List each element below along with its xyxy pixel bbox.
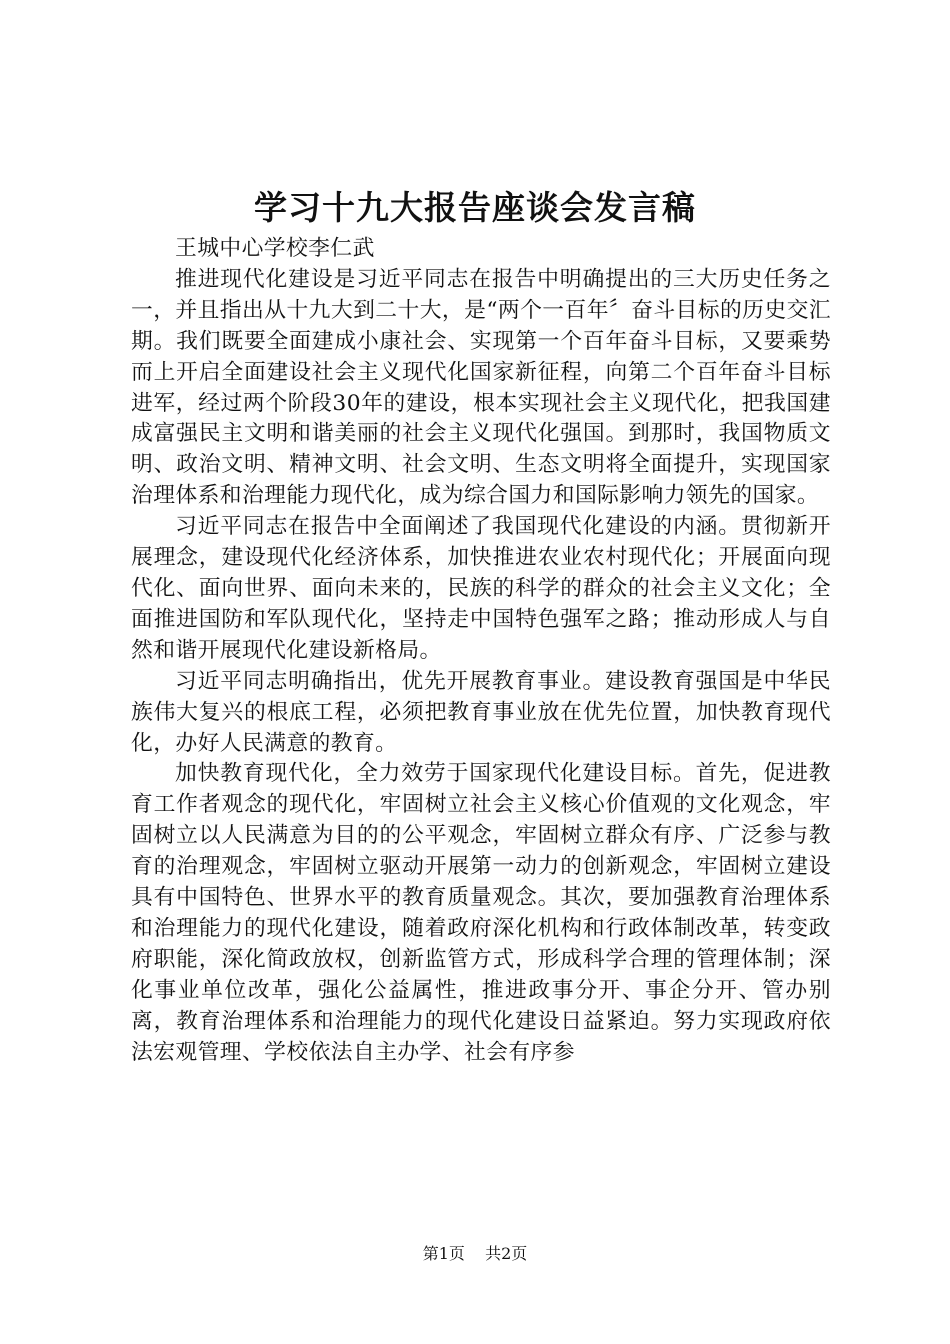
paragraph-1: 推进现代化建设是习近平同志在报告中明确提出的三大历史任务之一，并且指出从十九大到二十大，是“两个一百年〞奋斗目标的历史交汇期。我们既要全面建成小康社会、实现第一个百年奋斗目标，又要乘势而上开启全面建设社会主义现代化国家新征程，向第二个百年奋斗目标进军，经过两个阶段30年的建设，根本实现社会主义现代化，把我国建成富强民主文明和谐美丽的社会主义现代化强国。到那时，我国物质文明、政治文明、精神文明、社会文明、生态文明将全面提升，实现国家治理体系和治理能力现代化，成为综合国力和国际影响力领先的国家。 (131, 266, 831, 509)
paragraph-4: 加快教育现代化，全力效劳于国家现代化建设目标。首先，促进教育工作者观念的现代化，牢固树立社会主义核心价值观的文化观念，牢固树立以人民满意为目的的公平观念，牢固树立群众有序、广泛参与教育的治理观念，牢固树立驱动开展第一动力的创新观念，牢固树立建设具有中国特色、世界水平的教育质量观念。其次，要加强教育治理体系和治理能力的现代化建设，随着政府深化机构和行政体制改革，转变政府职能，深化简政放权，创新监管方式，形成科学合理的管理体制；深化事业单位改革，强化公益属性，推进政事分开、事企分开、管办别离，教育治理体系和治理能力的现代化建设日益紧迫。努力实现政府依法宏观管理、学校依法自主办学、社会有序参 (131, 761, 831, 1065)
author-line: 王城中心学校李仁武 (175, 236, 375, 261)
paragraph-3: 习近平同志明确指出，优先开展教育事业。建设教育强国是中华民族伟大复兴的根底工程，必须把教育事业放在优先位置，加快教育现代化，办好人民满意的教育。 (131, 668, 831, 756)
document-body (131, 234, 831, 1068)
page-number-total: 共2页 (485, 1244, 528, 1263)
page-number-current: 第1页 (422, 1244, 465, 1263)
page-footer (0, 1243, 950, 1265)
paragraph-2: 习近平同志在报告中全面阐述了我国现代化建设的内涵。贯彻新开展理念，建设现代化经济体系，加快推进农业农村现代化；开展面向现代化、面向世界、面向未来的，民族的科学的群众的社会主义文化；全面推进国防和军队现代化，坚持走中国特色强军之路；推动形成人与自然和谐开展现代化建设新格局。 (131, 514, 831, 663)
document-title: 学习十九大报告座谈会发言稿 (254, 188, 696, 227)
